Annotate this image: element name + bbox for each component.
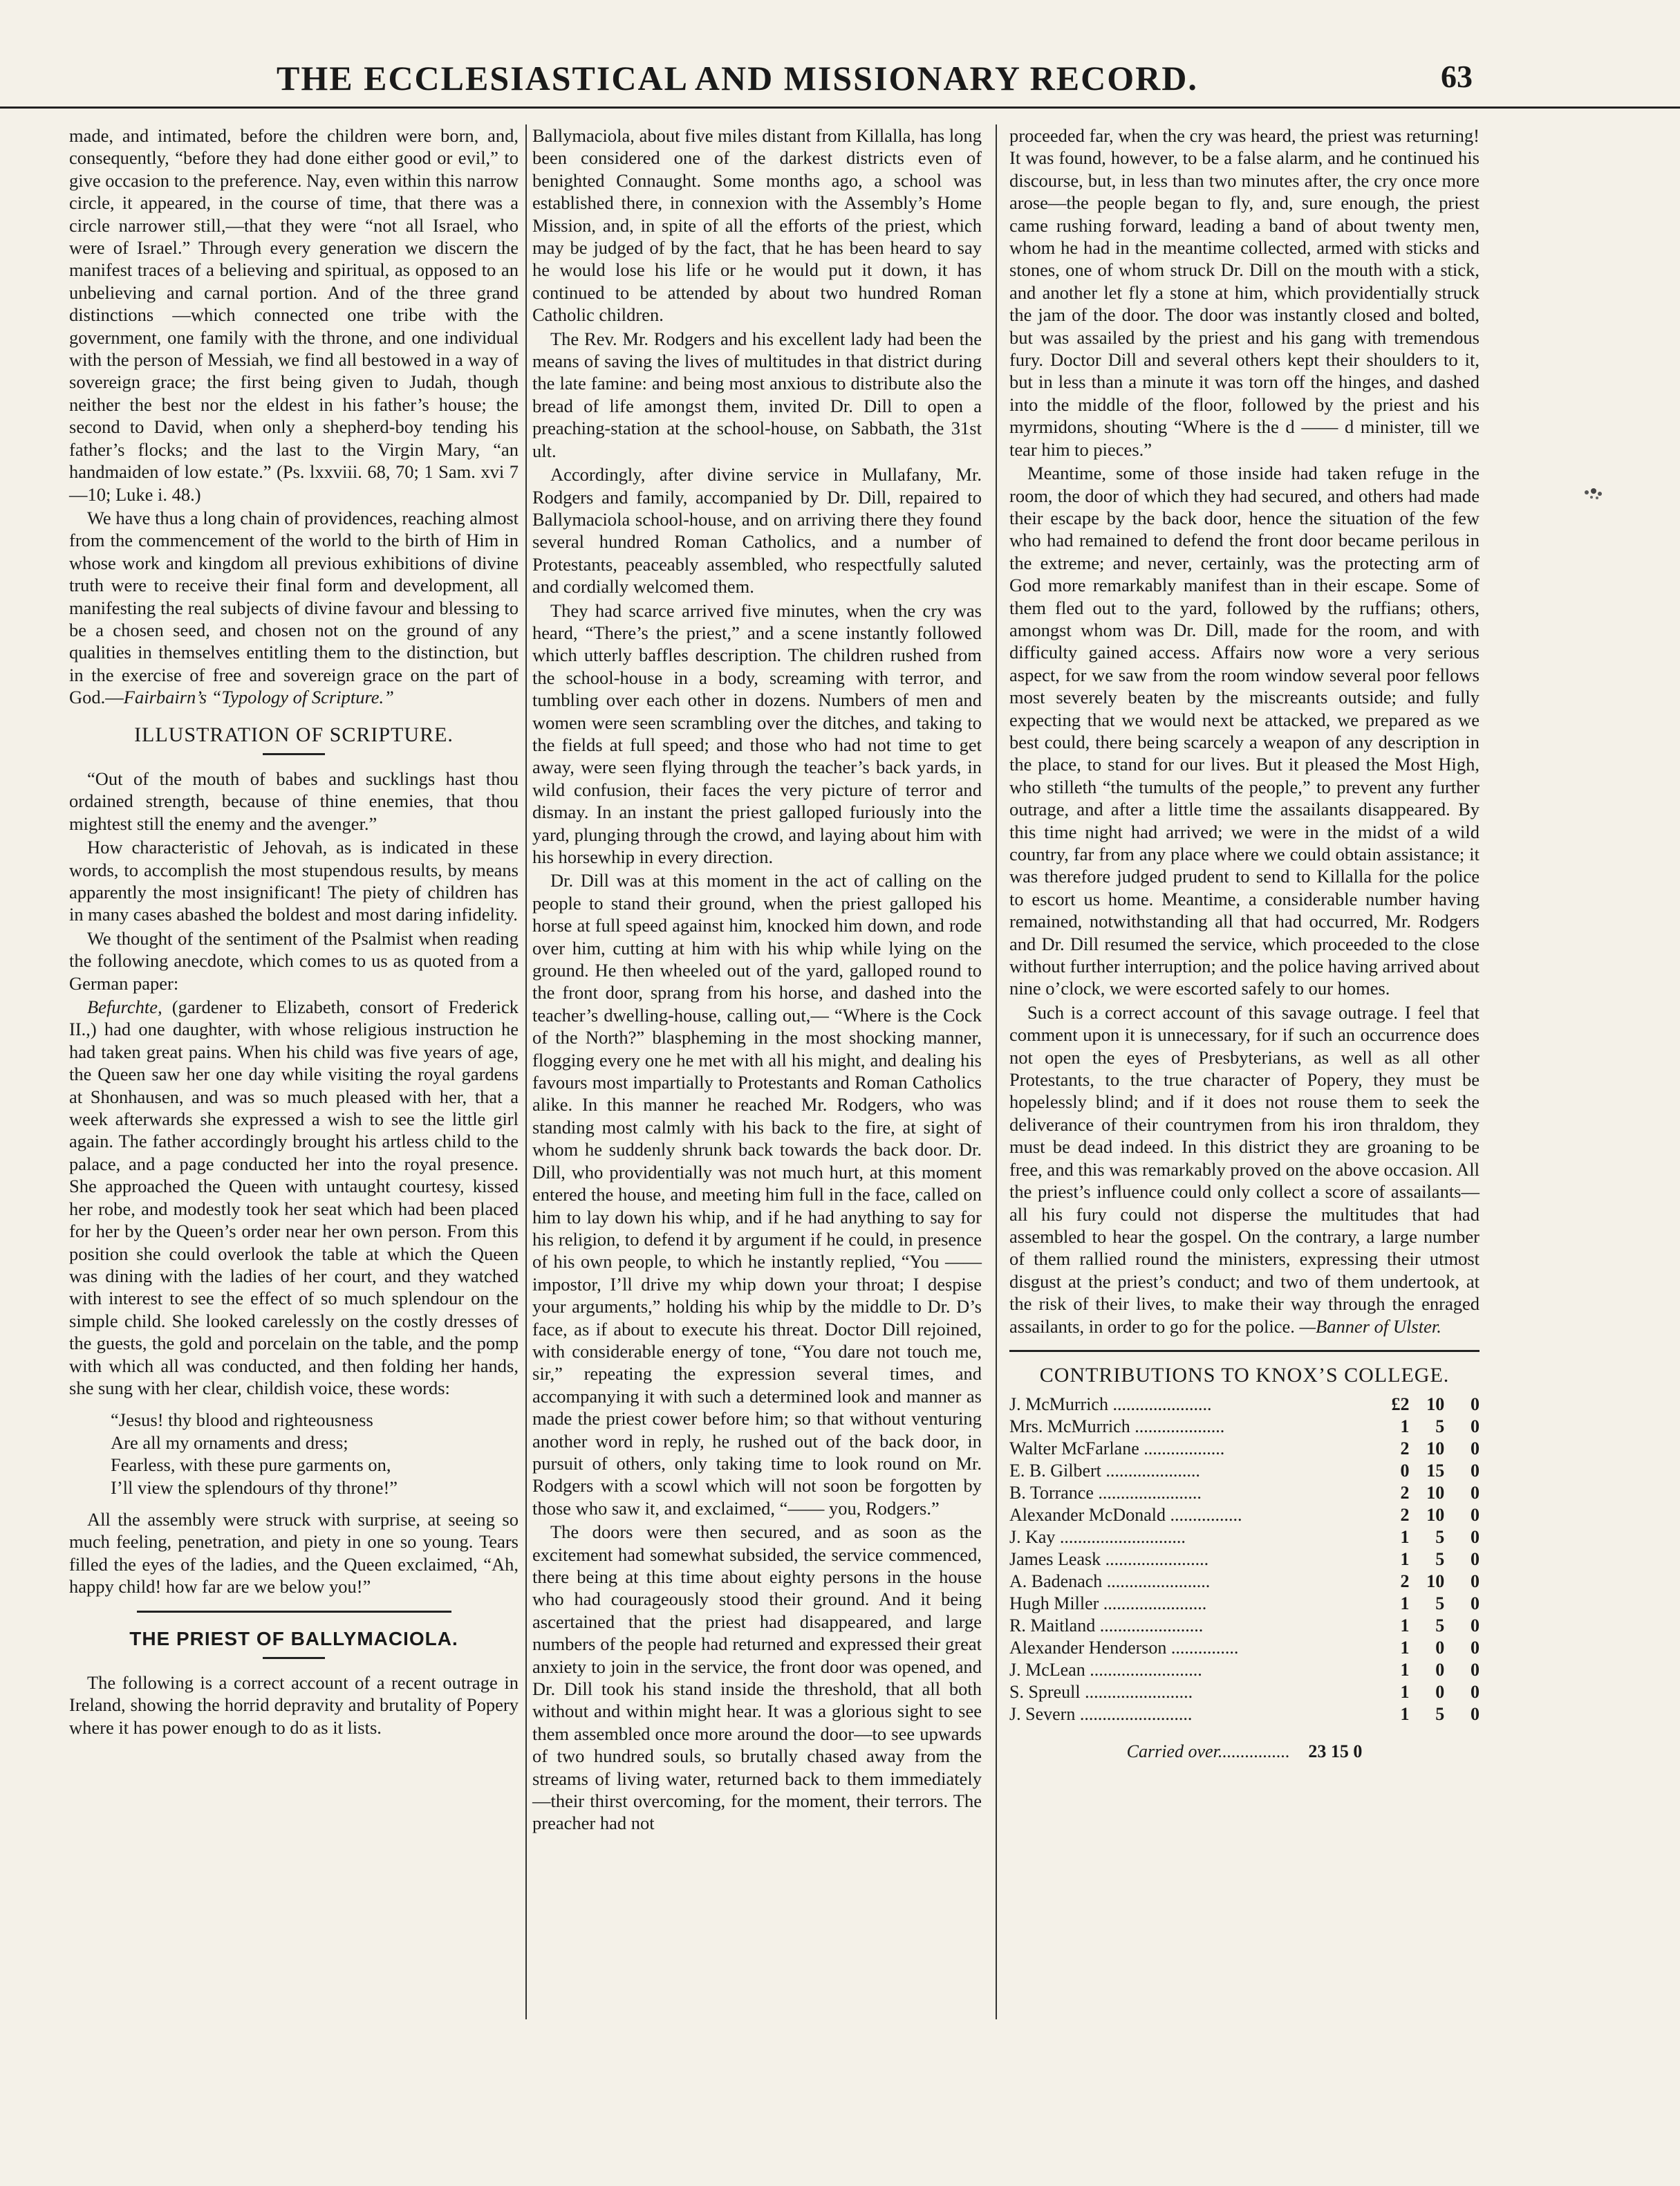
contributor-name: Hugh Miller ....................... bbox=[1009, 1593, 1207, 1614]
amount-shillings: 0 bbox=[1435, 1638, 1445, 1658]
contribution-row bbox=[1009, 1615, 1480, 1637]
source-credit: —Banner of Ulster. bbox=[1299, 1315, 1441, 1337]
amount-shillings: 5 bbox=[1435, 1416, 1445, 1437]
amount-pounds: 2 bbox=[1400, 1438, 1410, 1459]
paragraph bbox=[1009, 1001, 1480, 1337]
amount-pounds: 0 bbox=[1400, 1461, 1410, 1481]
amount-pence: 0 bbox=[1471, 1660, 1480, 1680]
amount-shillings: 10 bbox=[1426, 1438, 1445, 1459]
amount-pounds: 1 bbox=[1400, 1615, 1410, 1636]
amount-pence: 0 bbox=[1471, 1461, 1480, 1481]
heading-rule bbox=[263, 753, 325, 755]
contributor-name: J. McLean ......................... bbox=[1009, 1660, 1202, 1680]
contributor-name: B. Torrance ....................... bbox=[1009, 1483, 1202, 1503]
column-left bbox=[69, 124, 519, 1740]
contributor-name: Alexander Henderson ............... bbox=[1009, 1638, 1239, 1658]
contribution-row bbox=[1009, 1681, 1480, 1703]
amount-pounds: 1 bbox=[1400, 1682, 1410, 1703]
amount-pounds: 1 bbox=[1400, 1549, 1410, 1570]
contribution-row bbox=[1009, 1438, 1480, 1460]
amount-pence: 0 bbox=[1471, 1571, 1480, 1592]
contributor-name: J. McMurrich ...................... bbox=[1009, 1394, 1212, 1415]
paragraph: How characteristic of Jehovah, as is indicated in these words, to accomplish the most stupendous results, by means apparently the most insignificant! The piety of children has in many cases abashed the boldest and most daring infidelity. bbox=[69, 837, 519, 925]
contributor-name: J. Kay ............................ bbox=[1009, 1527, 1186, 1548]
contribution-row bbox=[1009, 1659, 1480, 1681]
amount-shillings: 15 bbox=[1426, 1461, 1445, 1481]
verse-block bbox=[111, 1409, 519, 1499]
amount-pence: 0 bbox=[1471, 1438, 1480, 1459]
amount-pence: 0 bbox=[1471, 1593, 1480, 1614]
paragraph: The following is a correct account of a recent outrage in Ireland, showing the horrid depravity and brutality of Popery where it has power enough to do as it lists. bbox=[69, 1672, 519, 1738]
amount-pence: 0 bbox=[1471, 1505, 1480, 1526]
contributor-name: Mrs. McMurrich .................... bbox=[1009, 1416, 1225, 1437]
contributor-name: R. Maitland ....................... bbox=[1009, 1615, 1204, 1636]
amount-pence: 0 bbox=[1471, 1682, 1480, 1703]
amount-pounds: 1 bbox=[1400, 1638, 1410, 1658]
paragraph: The Rev. Mr. Rodgers and his excellent lady had been the means of saving the lives of multitudes in that district during the late famine: and being most anxious to distribute also the bread of life amongst them, invited Dr. Dill to open a preaching-station at the school-house, on Sabbath, the 31st ult. bbox=[532, 328, 982, 461]
amount-pence: 0 bbox=[1471, 1615, 1480, 1636]
amount-shillings: 5 bbox=[1435, 1549, 1445, 1570]
contribution-row bbox=[1009, 1460, 1480, 1482]
contributions-table bbox=[1009, 1393, 1480, 1725]
contributions-heading: CONTRIBUTIONS TO KNOX’S COLLEGE. bbox=[1009, 1350, 1480, 1387]
amount-pence: 0 bbox=[1471, 1638, 1480, 1658]
amount-shillings: 5 bbox=[1435, 1593, 1445, 1614]
paragraph: All the assembly were struck with surprise, at seeing so much feeling, penetration, and piety in one so young. Tears filled the eyes of the ladies, and the Queen exclaimed, “Ah, happy child! how far are we below you!” bbox=[69, 1508, 519, 1597]
citation: Fairbairn’s “Typology of Scripture.” bbox=[123, 687, 394, 708]
amount-pounds: 1 bbox=[1400, 1527, 1410, 1548]
amount-pence: 0 bbox=[1471, 1527, 1480, 1548]
column-middle bbox=[532, 124, 982, 1836]
verse-line: “Jesus! thy blood and righteousness bbox=[111, 1409, 373, 1431]
amount-shillings: 10 bbox=[1426, 1394, 1445, 1415]
amount-pounds: £2 bbox=[1391, 1394, 1410, 1415]
paragraph-text: Such is a correct account of this savage outrage. I feel that comment upon it is unnecessary, for if such an occurrence does not open the eyes of Presbyterians, as well as all other Protestants, to the true character of Popery, they must be hopelessly blind; and if it does not rouse them to seek the deliverance of their countrymen from his iron thraldom, they must be dead indeed. In this district they are groaning to be free, and this was remarkably proved on the above occasion. All the priest’s influence could only collect a score of assailants—all his fury could not disperse the multitudes that had assembled to hear the gospel. On the contrary, a large number of them rallied round the ministers, expressing their utmost disgust at the priest’s conduct; and two of them undertook, at the risk of their lives, to make their way through the enraged assailants, in order to go for the police. bbox=[1009, 1001, 1480, 1337]
amount-pence: 0 bbox=[1471, 1416, 1480, 1437]
amount-pounds: 2 bbox=[1400, 1483, 1410, 1503]
paragraph: Dr. Dill was at this moment in the act of calling on the people to stand their ground, when the priest galloped his horse at full speed against him, knocked him down, and rode over him, cutting at him with his whip while lying on the ground. He then wheeled out of the yard, galloped round to the front door, sprang from his horse, and dashed into the teacher’s dwelling-house, calling out,— “Where is the Cock of the North?” blaspheming in the most shocking manner, flogging every one he met with all his might, and dealing his favours most impartially to Protestants and Roman Catholics alike. In this manner he reached Mr. Rodgers, who was standing most calmly with his back to the fire, at sight of whom he suddenly shrunk back towards the back door. Dr. Dill, who providentially was not much hurt, at this moment entered the house, and meeting him full in the face, called on him to lay down his whip, and if he had anything to say for his religion, to defend it by argument if he could, in presence of his own people, to which he instantly replied, “You —— impostor, I’ll drive my whip down your throat; I despise your arguments,” holding his whip by the middle to Dr. D’s face, as if about to execute his threat. Doctor Dill rejoined, with considerable energy of tone, “You dare not touch me, sir,” repeating the expression several times, and accompanying it with such a determined look and manner as made the priest cower before him; so that without venturing another word in reply, he rushed out of the back door, in pursuit of others, only taking time to look round on Mr. Rodgers with a scowl which will not soon be forgotten by those who saw it, and exclaimed, “—— you, Rodgers.” bbox=[532, 870, 982, 1519]
contributor-name: A. Badenach ....................... bbox=[1009, 1571, 1211, 1592]
paragraph: We thought of the sentiment of the Psalmist when reading the following anecdote, which comes to us as quoted from a German paper: bbox=[69, 927, 519, 994]
carried-over-line: Carried over................ 23 15 0 bbox=[1126, 1741, 1363, 1762]
paragraph-epigraph: “Out of the mouth of babes and sucklings hast thou ordained strength, because of thine enemies, that thou mightest still the enemy and the avenger.” bbox=[69, 768, 519, 834]
running-head bbox=[0, 58, 1680, 109]
paragraph: Accordingly, after divine service in Mullafany, Mr. Rodgers and family, accompanied by Dr. Dill, repaired to Ballymaciola school-house, and on arriving there they found several hundred Roman Catholics, and a number of Protestants, peaceably assembled, who respectfully saluted and cordially welcomed them. bbox=[532, 464, 982, 598]
paragraph bbox=[69, 507, 519, 709]
contribution-row bbox=[1009, 1703, 1480, 1725]
amount-pounds: 2 bbox=[1400, 1571, 1410, 1592]
amount-shillings: 10 bbox=[1426, 1571, 1445, 1592]
carried-over-amount: 23 15 0 bbox=[1308, 1741, 1363, 1762]
section-divider bbox=[137, 1611, 451, 1613]
paragraph: The doors were then secured, and as soon as the excitement had somewhat subsided, the service commenced, there being at this time about eighty persons in the house who had courageously stood their ground. And it being ascertained that the priest had disappeared, and large numbers of the people had returned and expressed their great anxiety to join in the service, the front door was opened, and Dr. Dill took his stand inside the threshold, that all both without and within might hear. It was a glorious sight to see them assembled once more around the door—to see upwards of two hundred souls, so brutally chased away from the streams of living water, returned back to them immediately—their thirst overcoming, for the moment, their terrors. The preacher had not bbox=[532, 1521, 982, 1834]
running-title: THE ECCLESIASTICAL AND MISSIONARY RECORD. bbox=[277, 59, 1198, 98]
verse-line: I’ll view the splendours of thy throne!” bbox=[111, 1476, 398, 1498]
contributor-name: S. Spreull ........................ bbox=[1009, 1682, 1193, 1703]
verse-line: Are all my ornaments and dress; bbox=[111, 1432, 348, 1453]
paragraph: made, and intimated, before the children were born, and, consequently, “before they had done either good or evil,” to give occasion to the preference. Nay, even within this narrow circle, it appeared, in the course of time, that there was a circle narrower still,—that they were “not all Israel, who were of Israel.” Through every generation we discern the manifest traces of a believing and spiritual, as opposed to an unbelieving and carnal portion. And of the three grand distinctions —which connected one tribe with the government, one family with the throne, and one individual with the person of Messiah, we find all bestowed in a way of sovereign grace; the first being given to Judah, though neither the best nor the eldest in his father’s house; the second to David, when only a shepherd-boy tending his father’s flocks; and the last to the Virgin Mary, “an handmaiden of low estate.” (Ps. lxxviii. 68, 70; 1 Sam. xvi 7—10; Luke i. 48.) bbox=[69, 125, 519, 505]
ink-speck-mark bbox=[1580, 484, 1607, 505]
heading-rule bbox=[263, 1657, 325, 1659]
amount-pounds: 1 bbox=[1400, 1416, 1410, 1437]
section-heading-priest: THE PRIEST OF BALLYMACIOLA. bbox=[129, 1627, 458, 1649]
contribution-row bbox=[1009, 1416, 1480, 1438]
column-right bbox=[1009, 124, 1480, 1763]
amount-shillings: 5 bbox=[1435, 1527, 1445, 1548]
paragraph: Meantime, some of those inside had taken refuge in the room, the door of which they had secured, and others had made their escape by the back door, hence the situation of the few who had remained to defend the front door became perilous in the extreme; and never, certainly, was the protecting arm of God more remarkably manifest than in their escape. Some of them fled out to the yard, followed by the ruffians; others, amongst whom was Dr. Dill, made for the room, and with difficulty gained access. Affairs now wore a very serious aspect, for we saw from the room window several poor fellows most severely beaten by the miscreants outside; and fully expecting that we would next be attacked, we prepared as we best could, there being scarcely a weapon of any description in the place, to stand for our lives. But it pleased the Most High, who stilleth “the tumults of the people,” to prevent any further outrage, and after a little time the assailants disappeared. By this time night had arrived; we were in the midst of a wild country, far from any place where we could obtain assistance; it was therefore judged prudent to send to Killalla for the police to escort us home. Meantime, a considerable number having remained, notwithstanding all that had occurred, Mr. Rodgers and Dr. Dill resumed the service, which proceeded to the close without further interruption; and the police having arrived about nine o’clock, we were escorted safely to our homes. bbox=[1009, 463, 1480, 999]
contributor-name: Alexander McDonald ................ bbox=[1009, 1505, 1242, 1526]
column-rule bbox=[525, 124, 527, 2019]
contribution-row bbox=[1009, 1504, 1480, 1526]
contribution-row bbox=[1009, 1482, 1480, 1504]
amount-pounds: 1 bbox=[1400, 1704, 1410, 1725]
contributor-name: E. B. Gilbert ..................... bbox=[1009, 1461, 1200, 1481]
carried-over-label: Carried over bbox=[1126, 1741, 1218, 1762]
page-number: 63 bbox=[1441, 59, 1473, 94]
amount-pounds: 2 bbox=[1400, 1505, 1410, 1526]
column-rule bbox=[996, 124, 997, 2019]
contribution-row bbox=[1009, 1571, 1480, 1593]
contribution-row bbox=[1009, 1637, 1480, 1659]
amount-shillings: 5 bbox=[1435, 1704, 1445, 1725]
contribution-row bbox=[1009, 1393, 1480, 1416]
amount-pence: 0 bbox=[1471, 1549, 1480, 1570]
amount-shillings: 0 bbox=[1435, 1682, 1445, 1703]
paragraph: Ballymaciola, about five miles distant from Killalla, has long been considered one of the darkest districts even of benighted Connaught. Some months ago, a school was established there, in connexion with the Assembly’s Home Mission, and, in spite of all the efforts of the priest, which may be judged of by the fact, that he has been heard to say he would lose his life or he would put it down, it has continued to be attended by about two hundred Roman Catholic children. bbox=[532, 125, 982, 326]
contributor-name: James Leask ....................... bbox=[1009, 1549, 1209, 1570]
paragraph-text: We have thus a long chain of providences, reaching almost from the commencement of the world to the birth of Him in whose work and kingdom all previous exhibitions of divine truth were to receive their final form and development, all manifesting the real subjects of divine favour and blessing to be a chosen seed, and chosen not on the ground of any qualities in themselves entitling them to the distinction, but in the exercise of free and sovereign grace on the part of God.— bbox=[69, 507, 519, 708]
contribution-row bbox=[1009, 1593, 1480, 1615]
amount-shillings: 10 bbox=[1426, 1483, 1445, 1503]
contribution-row bbox=[1009, 1526, 1480, 1548]
amount-pence: 0 bbox=[1471, 1394, 1480, 1415]
verse-line: Fearless, with these pure garments on, bbox=[111, 1454, 391, 1476]
contributor-name: J. Severn ......................... bbox=[1009, 1704, 1193, 1725]
paragraph: They had scarce arrived five minutes, when the cry was heard, “There’s the priest,” and a scene instantly followed which utterly baffles description. The children rushed from the school-house in a body, screaming with terror, and tumbling over each other in dozens. Numbers of men and women were seen scrambling over the ditches, and taking to the fields at full speed; and those who had not time to get away, were seen flying through the teacher’s back yards, in wild confusion, their faces the very picture of terror and dismay. In an instant the priest galloped furiously into the yard, plunging through the crowd, and laying about him with his horsewhip in every direction. bbox=[532, 600, 982, 867]
contribution-row bbox=[1009, 1548, 1480, 1571]
amount-pounds: 1 bbox=[1400, 1593, 1410, 1614]
contributor-name: Walter McFarlane .................. bbox=[1009, 1438, 1225, 1459]
amount-pence: 0 bbox=[1471, 1483, 1480, 1503]
paragraph: proceeded far, when the cry was heard, the priest was returning! It was found, however, to be a false alarm, and he continued his discourse, but, in less than two minutes after, the cry once more arose—the people began to fly, and, sure enough, the priest came rushing forward, leading a band of about twenty men, whom he had in the meantime collected, armed with sticks and stones, one of whom struck Dr. Dill on the mouth with a stick, and another let fly a stone at him, which providentially struck the jam of the door. The door was instantly closed and bolted, but was assailed by the priest and his gang with tremendous fury. Doctor Dill and several others kept their shoulders to it, but in less than a minute it was torn off the hinges, and dashed into the middle of the floor, followed by the priest and his myrmidons, shouting “Where is the d —— d minister, till we tear him to pieces.” bbox=[1009, 125, 1480, 460]
amount-shillings: 5 bbox=[1435, 1615, 1445, 1636]
paragraph-text: (gardener to Elizabeth, consort of Frederick II.,) had one daughter, with whose religious instruction he had taken great pains. When his child was five years of age, the Queen saw her one day while visiting the royal gardens at Shonhausen, and was so much pleased with her, that a week afterwards she expressed a wish to see the little girl again. The father accordingly brought his artless child to the palace, and a page conducted her into the royal presence. She approached the Queen with untaught courtesy, kissed her robe, and modestly took her seat which had been placed for her by the Queen’s order near her own person. From this position she could overlook the table at which the Queen was dining with the ladies of her court, and they watched with interest to see the effect of so much splendour on the simple child. She looked carelessly on the costly dresses of the guests, the gold and porcelain on the table, and the pomp with which all was conducted, and then folding her hands, she sung with her clear, childish voice, these words: bbox=[69, 997, 519, 1398]
amount-shillings: 0 bbox=[1435, 1660, 1445, 1680]
paragraph bbox=[69, 996, 519, 1399]
amount-pounds: 1 bbox=[1400, 1660, 1410, 1680]
amount-shillings: 10 bbox=[1426, 1505, 1445, 1526]
amount-pence: 0 bbox=[1471, 1704, 1480, 1725]
person-name: Befurchte, bbox=[87, 997, 162, 1018]
section-heading-illustration: ILLUSTRATION OF SCRIPTURE. bbox=[134, 723, 454, 746]
